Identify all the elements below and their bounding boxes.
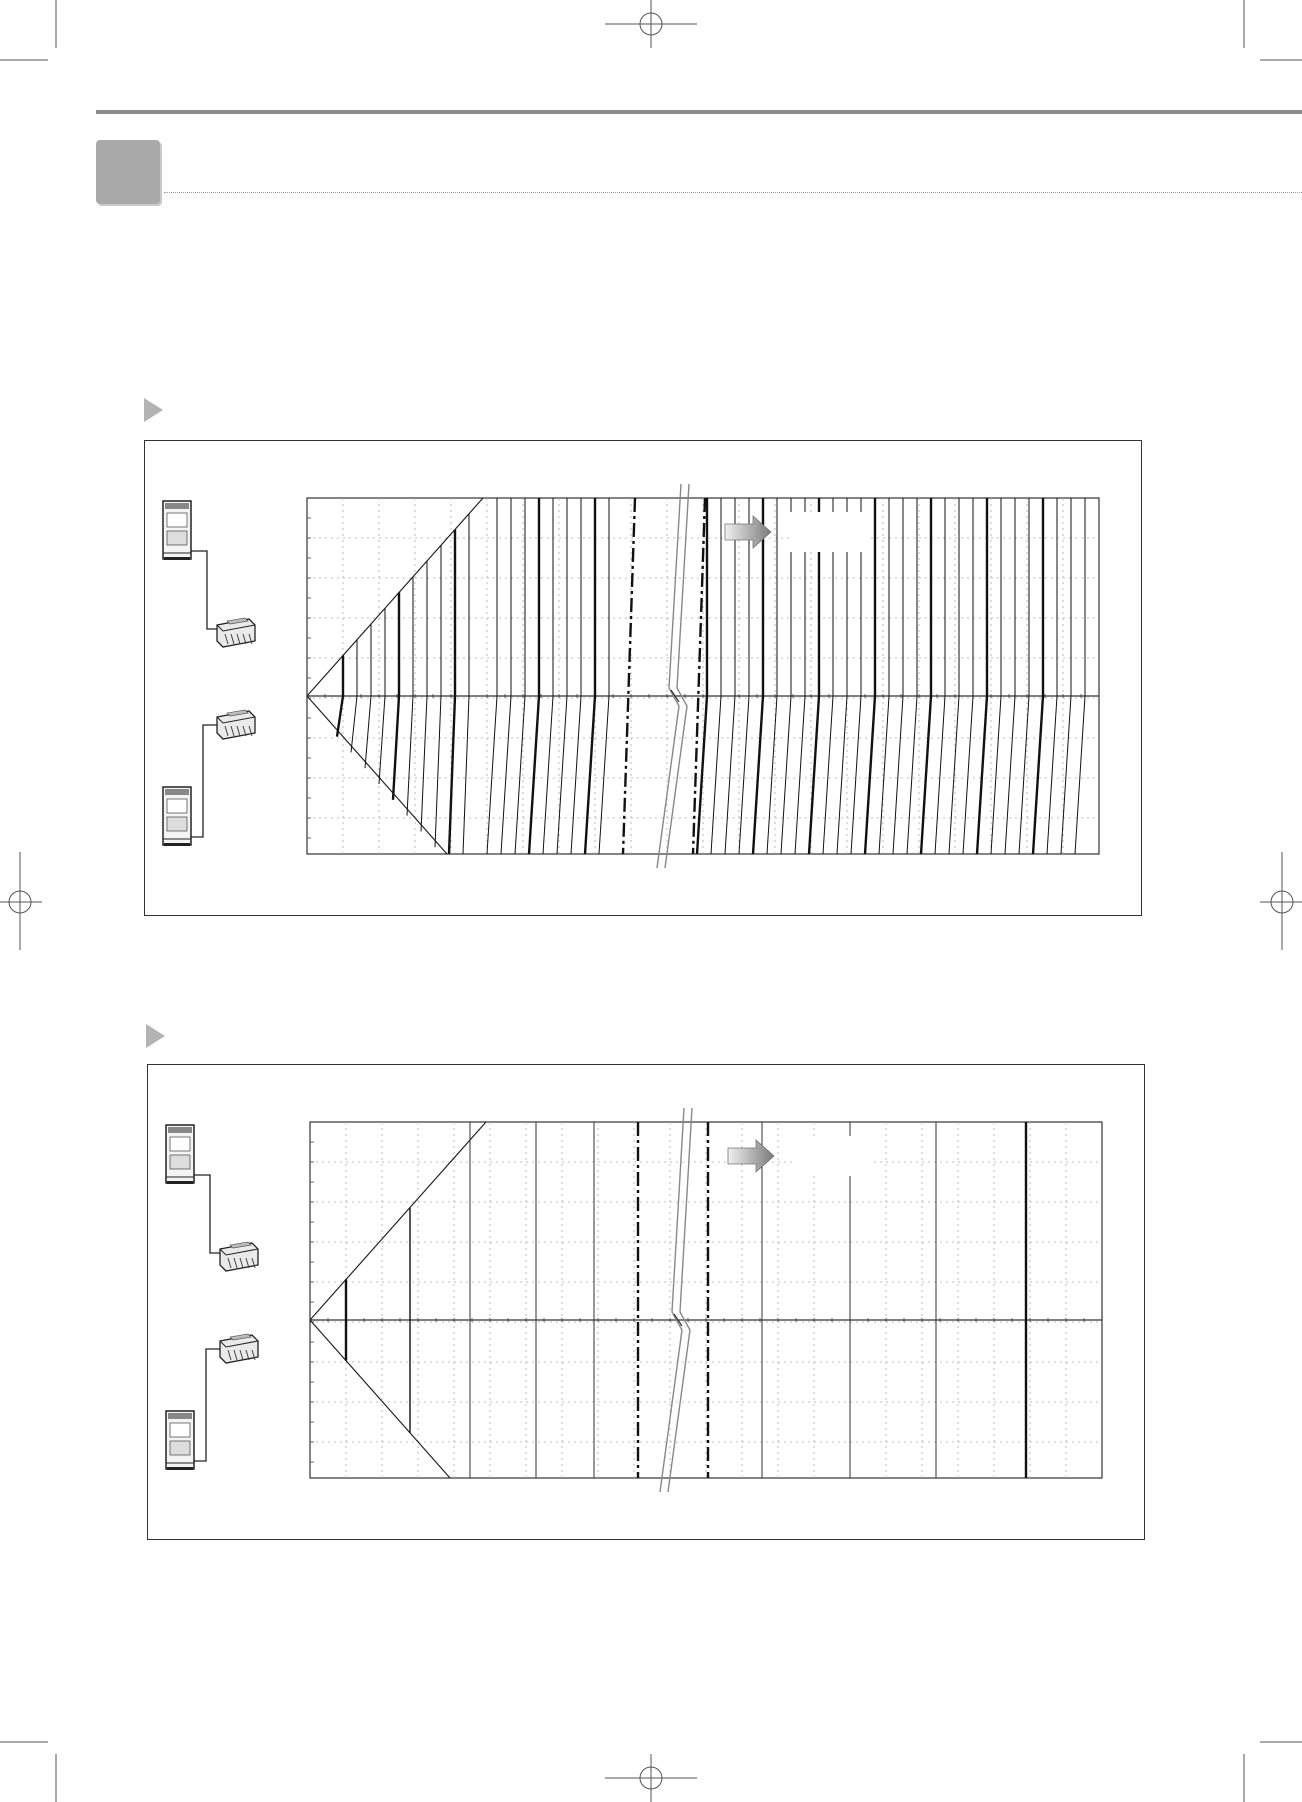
outdoor-unit-icon [163,501,191,560]
indoor-unit-icon [217,618,255,647]
diagram-panel-upper [144,440,1142,916]
outdoor-unit-icon [163,787,191,846]
dash-dot-line [693,498,705,854]
connection-line [194,1175,220,1253]
dash-dot-line [623,498,635,854]
indoor-unit-icon [220,1242,258,1271]
header-rule [96,110,1302,114]
label-box [789,512,869,552]
connection-line [191,725,217,837]
axis-break-icon [657,484,689,868]
diagram-panel-lower [147,1064,1145,1540]
label-box [792,1136,872,1176]
indoor-unit-icon [217,710,255,739]
envelope-line [307,498,483,696]
signal-lines [337,498,1085,854]
outdoor-unit-icon [166,1125,194,1184]
envelope-line [310,1122,486,1320]
grid [310,1122,1102,1478]
axis-break-icon [660,1108,692,1492]
right-arrow-icon [728,1140,774,1172]
section-tab [96,140,160,204]
signal-lines [346,1122,1026,1478]
section-marker-icon [144,398,163,422]
outdoor-unit-icon [166,1411,194,1470]
indoor-unit-icon [220,1334,258,1363]
connection-line [194,1349,220,1461]
section-marker-icon [146,1024,165,1048]
envelope-line [310,1320,450,1478]
waveform-diagram-lower [148,1065,1144,1539]
connection-line [191,551,217,629]
plot-frame [310,1122,1102,1478]
waveform-diagram-upper [145,441,1141,915]
section-divider [164,192,1302,193]
